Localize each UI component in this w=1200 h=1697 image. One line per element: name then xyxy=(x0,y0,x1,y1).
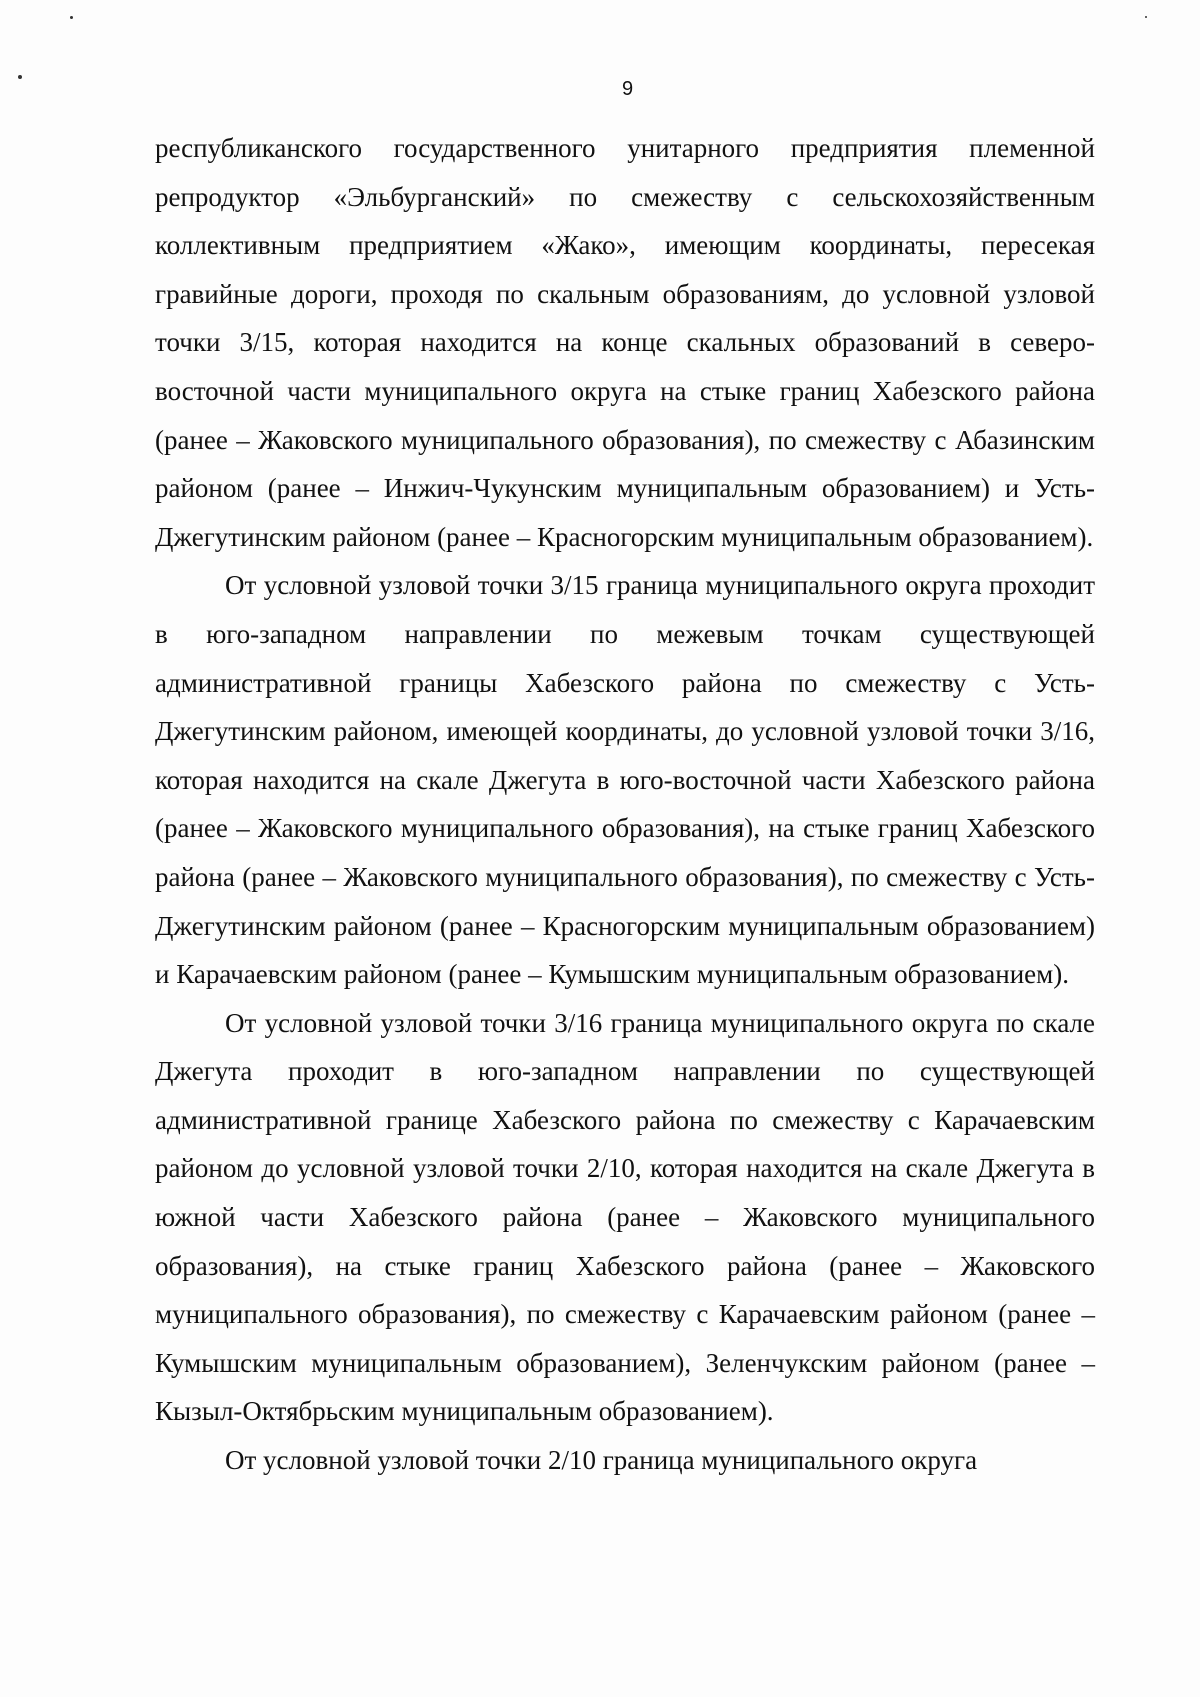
page-number: 9 xyxy=(621,78,634,100)
scan-speck xyxy=(70,16,73,19)
paragraph-continuation: республиканского государственного унитарного предприятия племенной репродуктор «Эльбурганский» по смежеству с сельскохозяйственным коллективным предприятием «Жако», имеющим координаты, пересекая гравийные дороги, проходя по скальным образованиям, до условной узловой точки 3/15, которая находится на конце скальных образований в северо-восточной части муниципального округа на стыке границ Хабезского района (ранее – Жаковского муниципального образования), по смежеству с Абазинским районом (ранее – Инжич-Чукунским муниципальным образованием) и Усть-Джегутинским районом (ранее – Красногорским муниципальным образованием). xyxy=(155,133,1095,552)
paragraph: От условной узловой точки 3/15 граница муниципального округа проходит в юго-западном направлении по межевым точкам существующей административной границы Хабезского района по смежеству с Усть-Джегутинским районом, имеющей координаты, до условной узловой точки 3/16, которая находится на скале Джегута в юго-восточной части Хабезского района (ранее – Жаковского муниципального образования), на стыке границ Хабезского района (ранее – Жаковского муниципального образования), по смежеству с Усть-Джегутинским районом (ранее – Красногорским муниципальным образованием) и Карачаевским районом (ранее – Кумышским муниципальным образованием). xyxy=(155,570,1095,990)
scan-speck xyxy=(1145,16,1147,18)
paragraph: От условной узловой точки 3/16 граница муниципального округа по скале Джегута проходит в юго-западном направлении по существующей административной границе Хабезского района по смежеству с Карачаевским районом до условной узловой точки 2/10, которая находится на скале Джегута в южной части Хабезского района (ранее – Жаковского муниципального образования), на стыке границ Хабезского района (ранее – Жаковского муниципального образования), по смежеству с Карачаевским районом (ранее – Кумышским муниципальным образованием), Зеленчукским районом (ранее – Кызыл-Октябрьским муниципальным образованием). xyxy=(155,1007,1095,1427)
body-text xyxy=(155,124,1095,1485)
paragraph: От условной узловой точки 2/10 граница муниципального округа xyxy=(225,1445,978,1476)
